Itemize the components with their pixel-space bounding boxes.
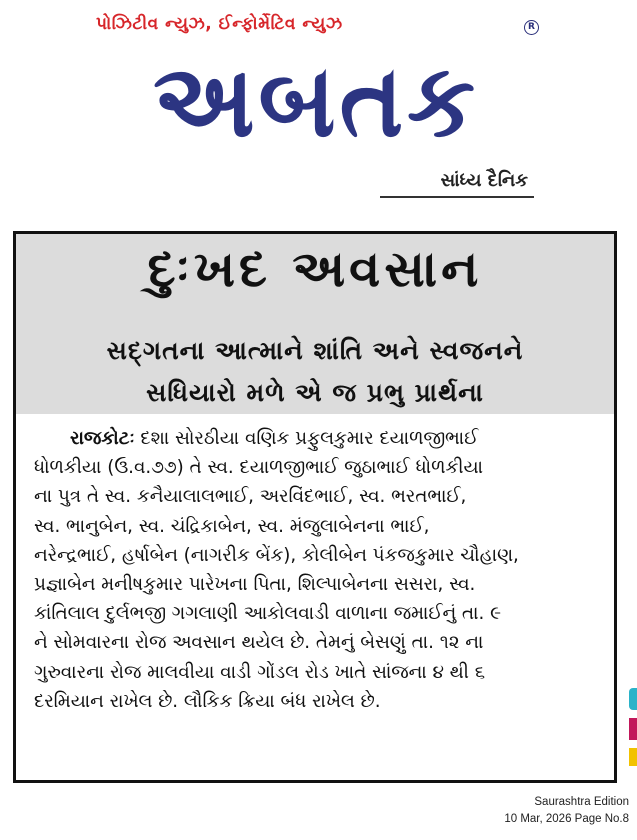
- notice-headline: દુઃખદ અવસાન: [147, 240, 483, 298]
- body-line: નરેન્દ્રભાઈ, હર્ષાબેન (નાગરીક બેંક), કોલીબેન પંકજકુમાર ચૌહાણ,: [34, 544, 519, 566]
- notice-body: [34, 424, 600, 716]
- body-line: સ્વ. ભાનુબેન, સ્વ. ચંદ્રિકાબેન, સ્વ. મંજુલાબેનના ભાઈ,: [34, 515, 430, 537]
- body-line: ને સોમવારના રોજ અવસાન થયેલ છે. તેમનું બેસણું તા. ૧૨ ના: [34, 632, 484, 654]
- subhead-line-1: સદ્ગતના આત્માને શાંતિ અને સ્વજનને: [106, 336, 524, 365]
- footer-edition: Saurashtra Edition: [534, 796, 629, 808]
- body-lead: રાજકોટઃ: [70, 428, 135, 449]
- body-line: ના પુત્ર તે સ્વ. કનૈયાલાલભાઈ, અરવિંદભાઈ, સ્વ. ભરતભાઈ,: [34, 486, 467, 508]
- registered-mark-icon: R: [524, 20, 539, 35]
- notice-subhead: [16, 330, 614, 414]
- logo-text: અબતક: [153, 42, 479, 160]
- body-line-text: દશા સોરઠીયા વણિક પ્રફુલકુમાર દયાળજીભાઈ: [134, 428, 479, 449]
- edition-underline: [380, 196, 534, 198]
- body-line: પ્રજ્ઞાબેન મનીષકુમાર પારેખના પિતા, શિલ્પાબેનના સસરા, સ્વ.: [34, 574, 476, 596]
- newspaper-logo: [96, 38, 536, 164]
- page-footer: [504, 794, 629, 828]
- edge-fragment-decoration: [629, 688, 637, 710]
- masthead-tagline: પોઝિટીવ ન્યુઝ, ઈન્ફોર્મેટિવ ન્યુઝ: [96, 14, 343, 34]
- footer-date-page: 10 Mar, 2026 Page No.8: [504, 813, 629, 825]
- body-line: ગુરુવારના રોજ માલવીયા વાડી ગોંડલ રોડ ખાતે સાંજના ૪ થી ૬: [34, 661, 485, 683]
- subhead-line-2: સધિયારો મળે એ જ પ્રભુ પ્રાર્થના: [146, 378, 484, 407]
- edge-fragment-decoration: [629, 748, 637, 766]
- obituary-notice: [13, 231, 617, 783]
- body-line: કાંતિલાલ દુર્લભજી ગગલાણી આકોલવાડી વાળાના જમાઈનું તા. ૯: [34, 603, 501, 625]
- notice-header: [16, 234, 614, 414]
- edge-fragment-decoration: [629, 718, 637, 740]
- masthead: [0, 0, 637, 210]
- body-line: ધોળકીયા (ઉ.વ.૭૭) તે સ્વ. દયાળજીભાઈ જુઠાભાઈ ધોળકીયા: [34, 457, 483, 479]
- edition-label: સાંધ્ય દૈનિક: [440, 170, 528, 191]
- body-line: દરમિયાન રાખેલ છે. લૌકિક ક્રિયા બંધ રાખેલ છે.: [34, 690, 381, 712]
- body-line: [34, 424, 600, 453]
